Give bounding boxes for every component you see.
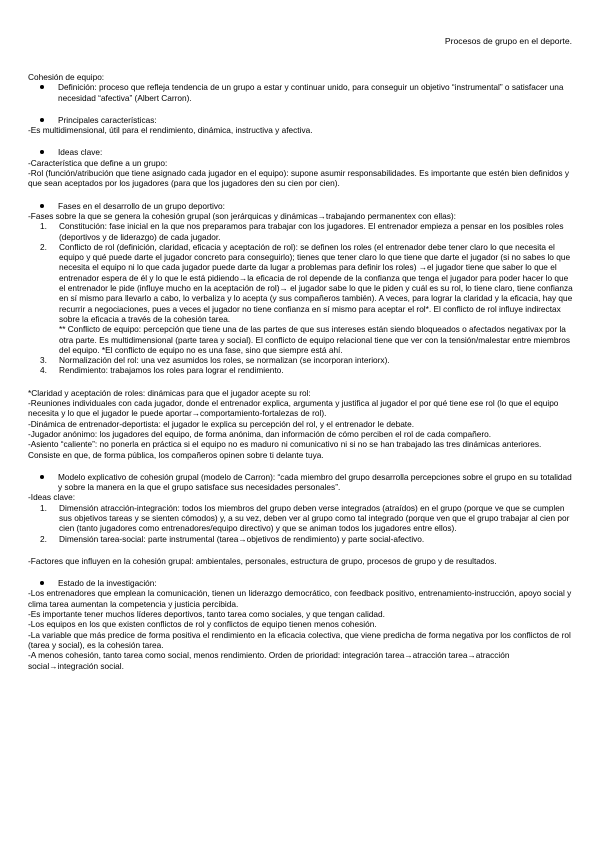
item-text: Normalización del rol: una vez asumidos los roles, se normalizan (se incorporan interiorx). (59, 355, 390, 366)
bullet-icon (40, 85, 44, 89)
bullet-modelo (28, 472, 574, 493)
fase-item (28, 221, 574, 242)
item-text: Dimensión atracción-integración: todos los miembros del grupo deben verse integrados (atraídos) en el grupo (porque ve que se cumplen sus objetivos tareas y se sienten cómodos) y, a su vez, deben ver al grupo como tal integrado (porque ven que el grupo trabajar al cien por cien (tanto jugadores como entrenadores/equipo directivo) y que se animan todos los jugadores entre ellos). (59, 502, 570, 534)
fases-intro: -Fases sobre la que se genera la cohesión grupal (son jerárquicas y dinámicas→trabajando permanentex con ellas): (28, 210, 456, 221)
item-text: Dimensión tarea-social: parte instrumental (tarea→objetivos de rendimiento) y parte social-afectivo. (59, 533, 425, 544)
ideas-line: -Característica que define a un grupo: (28, 157, 168, 168)
estado-line: -La variable que más predice de forma positiva el rendimiento en la eficacia colectiva, que viene predicha de forma negativa por los conflictos de rol (tarea y social), es la cohesión tarea. (28, 629, 571, 650)
bullet-ideas (28, 147, 574, 157)
bullet-estado (28, 578, 574, 588)
claridad-line: -Jugador anónimo: los jugadores del equipo, de forma anónima, dan información de cómo perciben el rol de cada compañero. (28, 428, 492, 439)
factores-text: -Factores que influyen en la cohesión grupal: ambientales, personales, estructura de grupo, procesos de grupo y de resultados. (28, 555, 497, 566)
item-number: 1. (40, 502, 47, 513)
dimension-item (28, 503, 574, 534)
item-number: 3. (40, 355, 47, 366)
item-text: Conflicto de rol (definición, claridad, eficacia y aceptación de rol): se definen los roles (el entrenador debe tener claro lo que necesita el equipo y qué puede darte el jugador concreto para conseguirlo); tienes que tener claro lo que tiene que darte el jugador (si no sabes lo que necesita el equipo ni lo que cada jugador puede darte da lugar a problemas para definir los roles) →el jugador tiene que saber lo que el entrenador espera de él y lo que le está pidiendo→la eficacia de rol depende de la confianza que tenga el jugador para poder hacer lo que el entrenador le pide (influye mucho en la aceptación de rol)→ el jugador sabe lo que le piden y cuál es su rol, lo tiene claro, tiene confianza en sí mismo para llevarlo a cabo, lo verbaliza y lo acepta (y sus compañeros también). A veces, para lograr la claridad y la eficacia, hay que recurrir a negociaciones, pues a veces el jugador no tiene confianza en sí mismo para aceptar el rol*. El conflicto de rol influye indirectax sobre la eficacia a través de la cohesión tarea. (59, 241, 573, 324)
item-number: 4. (40, 365, 47, 376)
note-text: ** Conflicto de equipo: percepción que tiene una de las partes de que sus intereses están siendo bloqueados o afectados negativax por la otra parte. Es multidimensional (parte tarea y social). El conflicto de equipo relacional tiene que ver con la tensión/malestar entre miembros del equipo. *El conflicto de equipo no es una fase, sino que siempre está ahí. (59, 324, 570, 355)
estado-line: -A menos cohesión, tanto tarea como social, menos rendimiento. Orden de prioridad: integración tarea→atracción tarea→atracción social→integración social. (28, 650, 510, 671)
bullet-caracteristicas (28, 115, 574, 125)
item-text: Constitución: fase inicial en la que nos preparamos para trabajar con los jugadores. El entrenador empieza a pensar en los posibles roles (deportivos y de liderazgo) de cada jugador. (59, 221, 564, 242)
claridad-line: *Claridad y aceptación de roles: dinámicas para que el jugador acepte su rol: (28, 387, 311, 398)
bullet-definicion (28, 82, 574, 103)
ideas-line: -Rol (función/atribución que tiene asignado cada jugador en el equipo): supone asumir responsabilidades. Es importante que estén bien definidos y que sean aceptados por los jugadores (para que los jugadores den su cien por cien). (28, 168, 570, 189)
claridad-line: -Asiento “caliente”: no ponerla en práctica si el equipo no es maduro ni comunicativo ni si no se han trabajado las tres dinámicas anteriores. Consiste en que, de forma pública, los compañeros opinen sobre ti delante tuya. (28, 439, 542, 460)
definicion-text: Definición: proceso que refleja tendencia de un grupo a estar y continuar unido, para conseguir un objetivo “instrumental” o satisfacer una necesidad “afectiva” (Albert Carron). (58, 82, 564, 103)
estado-line: -Los entrenadores que emplean la comunicación, tienen un liderazgo democrático, con feedback positivo, entrenamiento-instrucción, apoyo social y clima tarea aumentan la competencia y justicia percibida. (28, 588, 572, 609)
item-number: 2. (40, 241, 47, 252)
bullet-icon (40, 118, 44, 122)
estado-label: Estado de la investigación: (58, 578, 157, 589)
modelo-text: Modelo explicativo de cohesión grupal (modelo de Carron): “cada miembro del grupo desarrolla percepciones sobre el grupo en su totalidad y sobre la manera en la que el grupo satisface sus necesidades personales”. (58, 471, 572, 493)
bullet-icon (40, 475, 44, 479)
estado-line: -Los equipos en los que existen conflictos de rol y conflictos de equipo tienen menos cohesión. (28, 619, 377, 630)
claridad-line: -Reuniones individuales con cada jugador, donde el entrenador explica, argumenta y justifica al jugador el por qué tiene ese rol (lo que el equipo necesita y lo que el jugador le puede aportar→comportamiento-fortalezas de rol). (28, 398, 559, 419)
fase-item (28, 242, 574, 324)
bullet-icon (40, 204, 44, 208)
ideas-label: Ideas clave: (58, 147, 103, 158)
item-number: 1. (40, 221, 47, 232)
dimension-item (28, 534, 574, 544)
page-header: Procesos de grupo en el deporte. (444, 36, 572, 46)
document-body (28, 72, 574, 671)
claridad-line: -Dinámica de entrenador-deportista: el jugador le explica su percepción del rol, y el entrenador le debate. (28, 418, 415, 429)
caracteristicas-text: -Es multidimensional, útil para el rendimiento, dinámica, instructiva y afectiva. (28, 125, 313, 136)
estado-line: -Es importante tener muchos líderes deportivos, tanto tarea como sociales, y que tengan calidad. (28, 609, 385, 620)
item-text: Rendimiento: trabajamos los roles para lograr el rendimiento. (59, 365, 284, 376)
item-number: 2. (40, 533, 47, 544)
modelo-ideas: -Ideas clave: (28, 492, 76, 503)
fase-note (28, 324, 574, 355)
section-title: Cohesión de equipo: (28, 72, 105, 82)
bullet-fases (28, 201, 574, 211)
bullet-icon (40, 150, 44, 154)
caracteristicas-label: Principales características: (58, 114, 157, 125)
fase-item (28, 355, 574, 365)
fase-item (28, 365, 574, 375)
fases-label: Fases en el desarrollo de un grupo deportivo: (58, 200, 225, 211)
bullet-icon (40, 581, 44, 585)
